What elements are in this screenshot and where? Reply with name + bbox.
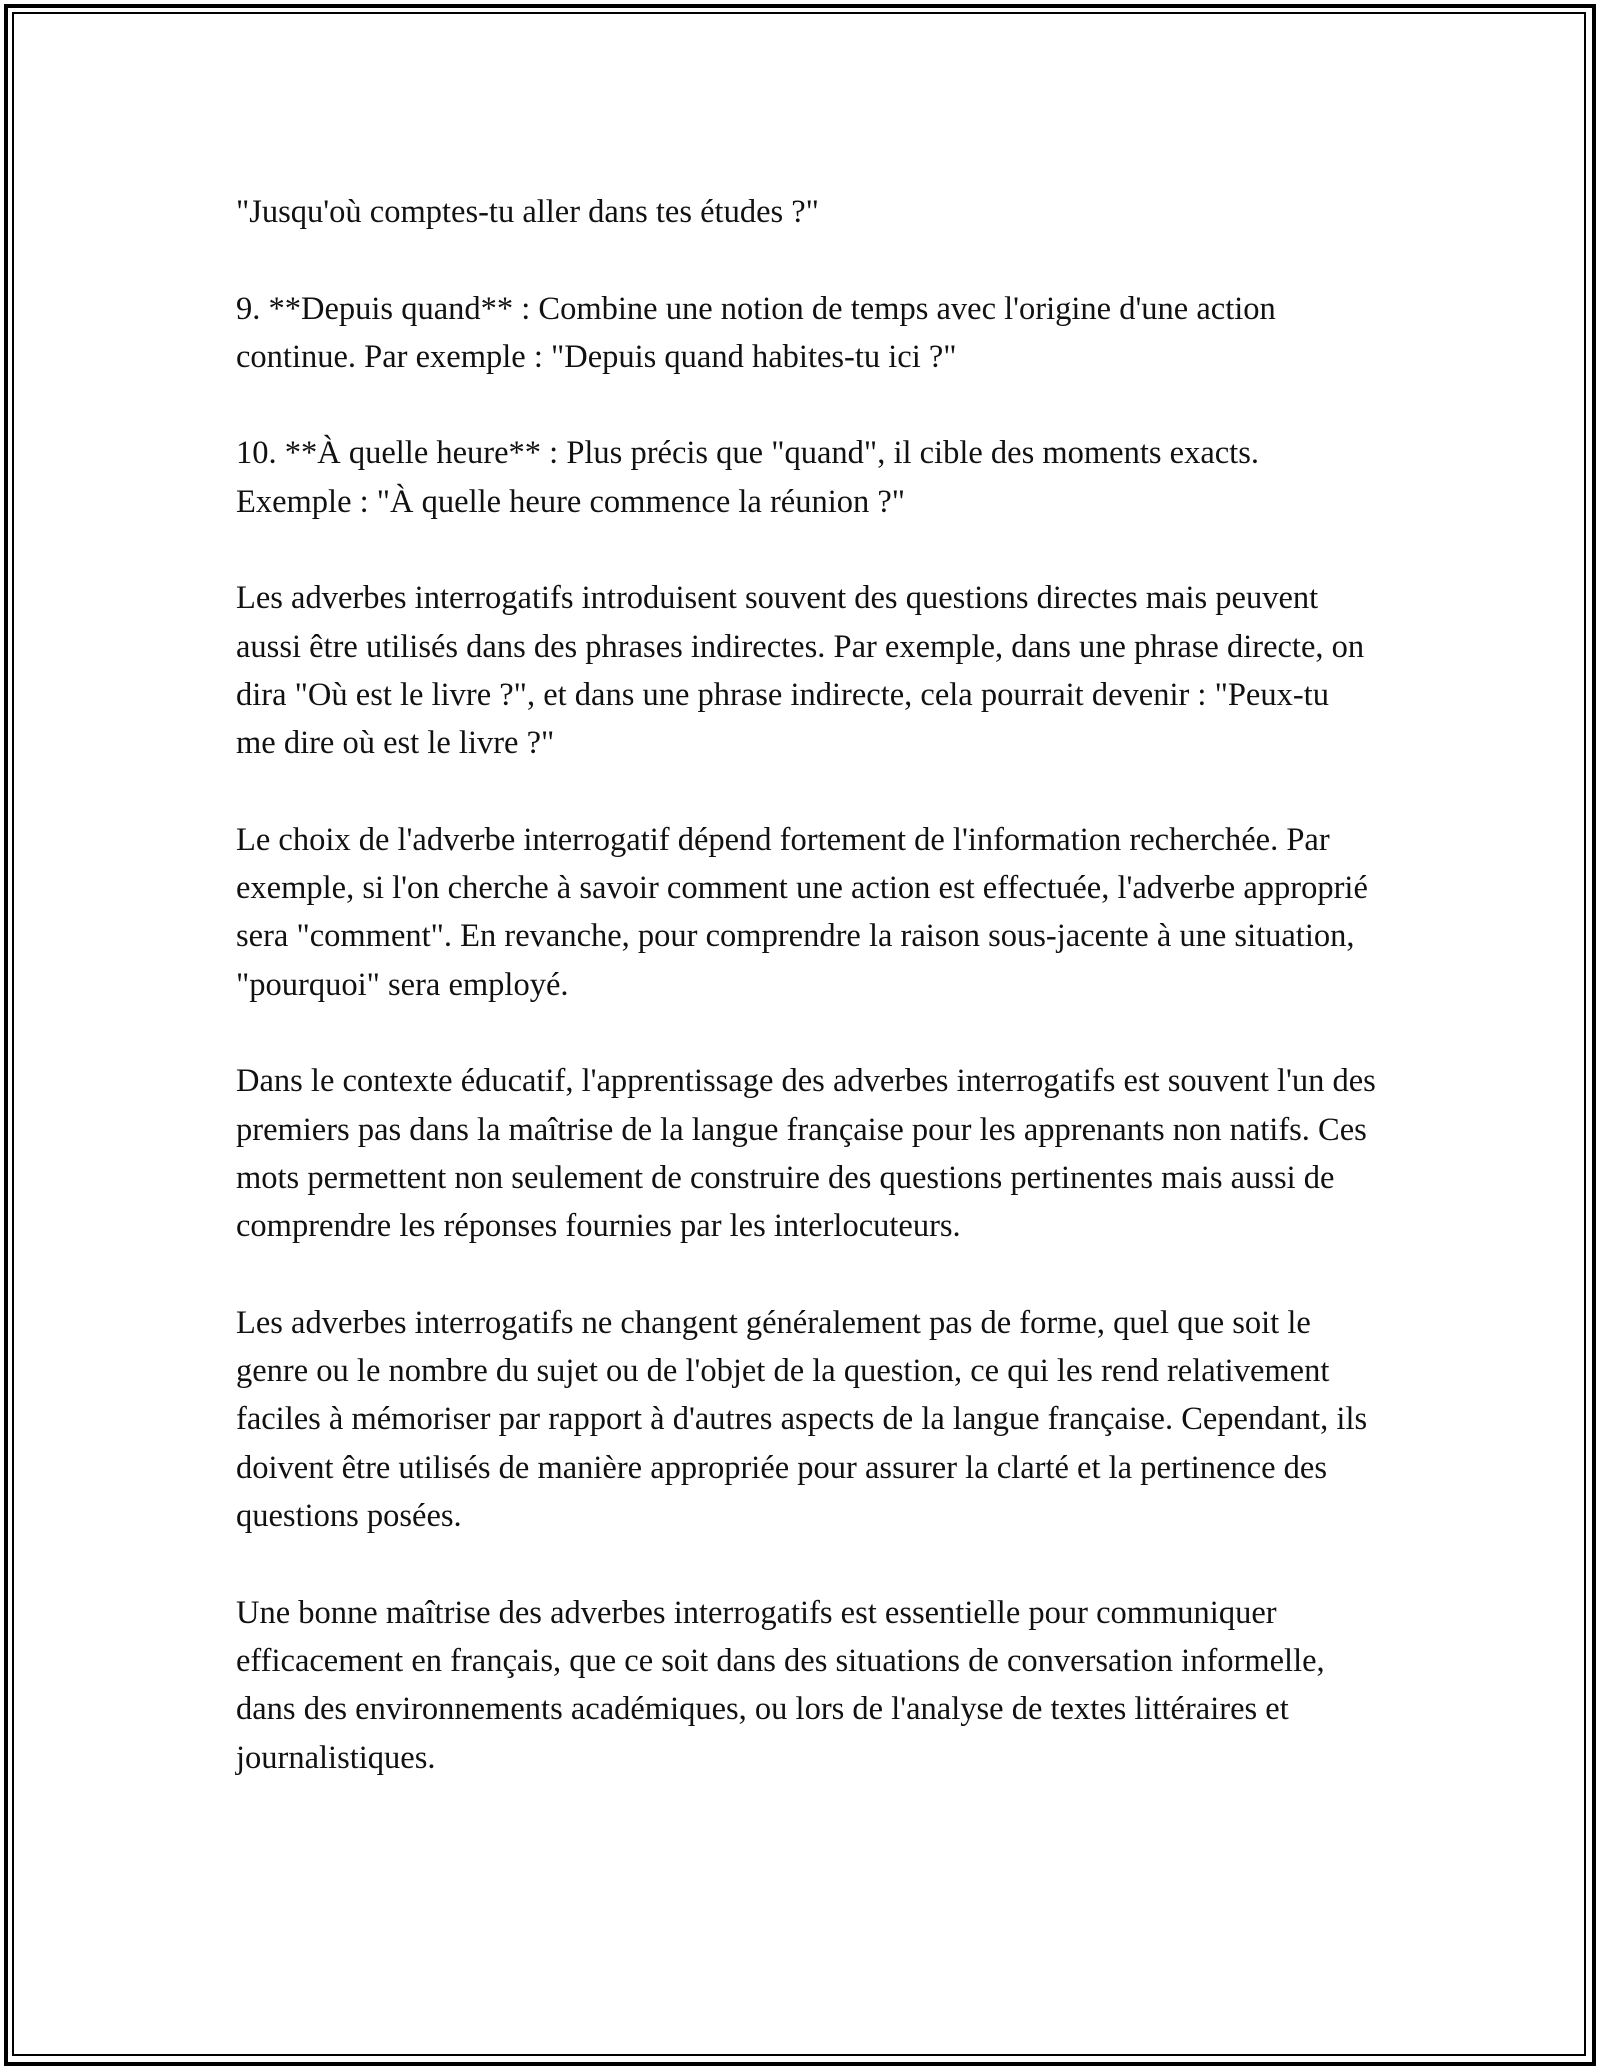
paragraph-choix-adverbe: Le choix de l'adverbe interrogatif dépend fortement de l'information recherchée. Par exemple, si l'on cherche à savoir comment une action est effectuée, l'adverbe approprié sera "comment". En revanche, pour comprendre la raison sous-jacente à une situation, "pourquoi" sera employé. xyxy=(236,821,1368,1003)
paragraph-conclusion: Une bonne maîtrise des adverbes interrogatifs est essentielle pour communiquer efficacement en français, que ce soit dans des situations de conversation informelle, dans des environnements académiques, ou lors de l'analyse de textes littéraires et journalistiques. xyxy=(236,1594,1325,1776)
paragraph-quote: "Jusqu'où comptes-tu aller dans tes études ?" xyxy=(236,194,819,230)
paragraph-forme-invariable: Les adverbes interrogatifs ne changent généralement pas de forme, quel que soit le genre ou le nombre du sujet ou de l'objet de la question, ce qui les rend relativement faciles à mémoriser par rapport à d'autres aspects de la langue française. Cependant, ils doivent être utilisés de manière appropriée pour assurer la clarté et la pertinence des questions posées. xyxy=(236,1304,1368,1535)
paragraph-contexte-educatif: Dans le contexte éducatif, l'apprentissage des adverbes interrogatifs est souvent l'un des premiers pas dans la maîtrise de la langue française pour les apprenants non natifs. Ces mots permettent non seulement de construire des questions pertinentes mais aussi de comprendre les réponses fournies par les interlocuteurs. xyxy=(236,1063,1376,1245)
document-body xyxy=(236,188,1376,1830)
paragraph-a-quelle-heure: 10. **À quelle heure** : Plus précis que "quand", il cible des moments exacts. Exemple : "À quelle heure commence la réunion ?" xyxy=(236,435,1259,520)
paragraph-depuis-quand: 9. **Depuis quand** : Combine une notion de temps avec l'origine d'une action continue. Par exemple : "Depuis quand habites-tu ici ?" xyxy=(236,290,1276,375)
paragraph-questions-directes: Les adverbes interrogatifs introduisent souvent des questions directes mais peuvent aussi être utilisés dans des phrases indirectes. Par exemple, dans une phrase directe, on dira "Où est le livre ?", et dans une phrase indirecte, cela pourrait devenir : "Peux-tu me dire où est le livre ?" xyxy=(236,580,1365,762)
